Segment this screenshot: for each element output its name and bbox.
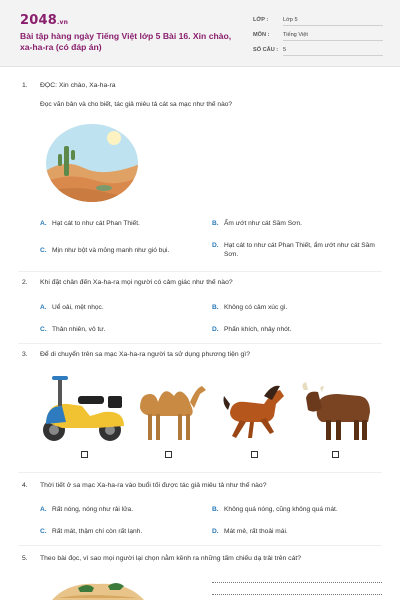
meta-count-value: 5 [283, 47, 287, 53]
option-text: Thản nhiên, vô tư. [52, 326, 106, 333]
answer-checkbox[interactable] [165, 451, 172, 458]
option-text: Không quá nóng, cũng không quá mát. [224, 506, 338, 513]
divider [18, 343, 382, 344]
answer-line[interactable] [212, 582, 382, 583]
question-text: Khi đặt chân đến Xa-ha-ra mọi người có cảm giác như thế nào? [40, 279, 233, 286]
option-text: Không có cảm xúc gì. [224, 304, 288, 311]
scooter-picture [38, 372, 130, 444]
meta-subject-value: Tiếng Việt [283, 32, 308, 38]
option-letter: C. [40, 528, 47, 535]
camel-picture [134, 374, 210, 444]
option-letter: C. [40, 247, 47, 254]
meta-underline [283, 55, 383, 56]
question-1-prompt: Đọc văn bản và cho biết, tác giả miêu tả cát sa mạc như thế nào? [40, 101, 233, 108]
option-text: Uể oải, mệt nhọc. [52, 304, 104, 311]
desert-scene-picture [48, 580, 148, 600]
option-letter: D. [212, 242, 219, 249]
answer-checkbox[interactable] [332, 451, 339, 458]
option-text: Mịn như bột và mỏng manh như gió bụi. [52, 247, 170, 254]
option-letter: A. [40, 506, 47, 513]
worksheet-header [0, 0, 400, 67]
worksheet-title: Bài tập hàng ngày Tiếng Việt lớp 5 Bài 16. Xin chào, xa-ha-ra (có đáp án) [20, 31, 232, 52]
answer-checkbox[interactable] [81, 451, 88, 458]
question-text: Theo bài đọc, vì sao mọi người lại chọn nằm kềnh ra những tấm chiếu dạ trải trên cát? [40, 555, 302, 562]
option-letter: B. [212, 220, 219, 227]
question-text: ĐỌC: Xin chào, Xa-ha-ra [40, 82, 116, 89]
desert-picture [44, 122, 140, 204]
option-text: Mát mẻ, rất thoải mái. [224, 528, 288, 535]
meta-class-key: LỚP : [253, 17, 269, 23]
logo-suffix: .vn [56, 19, 69, 26]
option-letter: A. [40, 220, 47, 227]
option-text: Ẩm ướt như cát Sầm Sơn. [224, 220, 302, 227]
option-letter: B. [212, 506, 219, 513]
meta-underline [283, 40, 383, 41]
question-number: 2. [22, 279, 28, 286]
answer-checkbox[interactable] [251, 451, 258, 458]
option-text: Hạt cát to như cát Phan Thiết. [52, 220, 140, 227]
logo-main: 2048 [20, 13, 57, 28]
meta-count-key: SỐ CÂU : [253, 47, 279, 53]
option-letter: B. [212, 304, 219, 311]
question-number: 3. [22, 351, 28, 358]
option-text: Hạt cát to như cát Phan Thiết, ẩm ướt như cát Sầm Sơn. [224, 242, 375, 258]
question-number: 4. [22, 482, 28, 489]
divider [18, 545, 382, 546]
horse-picture [220, 374, 288, 444]
option-text: Rất nóng, nóng như rải lửa. [52, 506, 134, 513]
buffalo-picture [298, 374, 376, 444]
option-letter: D. [212, 326, 219, 333]
question-text: Thời tiết ở sa mạc Xa-ha-ra vào buổi tối được tác giả miêu tả như thế nào? [40, 482, 267, 489]
site-logo[interactable] [20, 13, 68, 28]
option-text: Rất mát, thậm chí còn rất lạnh. [52, 528, 143, 535]
option-letter: D. [212, 528, 219, 535]
option-letter: A. [40, 304, 47, 311]
meta-class-value: Lớp 5 [283, 17, 298, 23]
meta-subject-key: MÔN : [253, 32, 270, 38]
question-number: 5. [22, 555, 28, 562]
meta-underline [283, 25, 383, 26]
question-number: 1. [22, 82, 28, 89]
question-text: Để di chuyển trên sa mạc Xa-ha-ra người ta sử dụng phương tiện gì? [40, 351, 250, 358]
divider [18, 472, 382, 473]
option-text: Phấn khích, nhảy nhót. [224, 326, 292, 333]
divider [18, 271, 382, 272]
option-letter: C. [40, 326, 47, 333]
answer-line[interactable] [212, 594, 382, 595]
